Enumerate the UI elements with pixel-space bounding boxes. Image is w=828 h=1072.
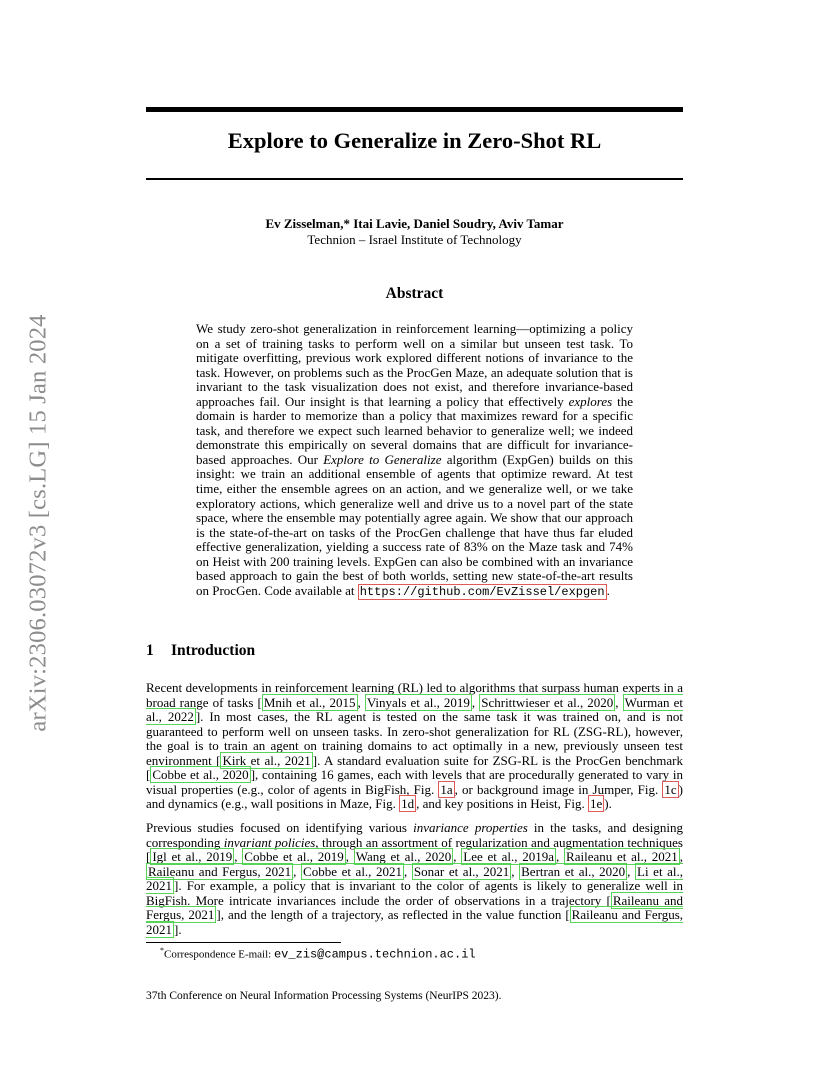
abstract-body: We study zero-shot generalization in reinforcement learning—optimizing a policy on a set of training tasks to perform well on a similar but unseen test task. To mitigate overfitting, previous work explored different notions of invariance to the task. However, on problems such as the ProcGen Maze, an adequate solution that is invariant to the task visualization does not exist, and therefore invariance-based approaches fail. Our insight is that learning a policy that effectively explores the domain is harder to memorize than a policy that maximizes reward for a specific task, and therefore we expect such learned behavior to generalize well; we indeed demonstrate this empirically on several domains that are difficult for invariance-based approaches. Our Explore to Generalize algorithm (ExpGen) builds on this insight: we train an additional ensemble of agents that optimize reward. At test time, either the ensemble agrees on an action, and we generalize well, or we take exploratory actions, which generalize well and drive us to a novel part of the state space, where the ensemble may potentially agree again. We show that our approach is the state-of-the-art on tasks of the ProcGen challenge that have thus far eluded effective generalization, yielding a success rate of 83% on the Maze task and 74% on Heist with 200 training levels. ExpGen can also be combined with an invariance based approach to gain the best of both worlds, setting new state-of-the-art results on ProcGen. Code available at https://github.com/EvZissel/expgen . [196,321,633,599]
section-heading-introduction [146,642,683,660]
citation-link[interactable]: Raileanu and Fergus, 2021 [146,892,683,923]
abstract-heading: Abstract [385,285,444,302]
code-link[interactable]: https://github.com/EvZissel/expgen [359,584,605,599]
citation-link[interactable]: Bertran et al., 2020 [521,863,626,879]
arxiv-stamp [22,288,56,758]
figure-ref-link[interactable]: 1d [401,796,415,812]
citation-link[interactable]: Sonar et al., 2021 [413,863,510,879]
citation-link[interactable]: Li et al., 2021 [146,863,684,894]
citation-link[interactable]: Cobbe et al., 2021 [303,863,403,879]
citation-link[interactable]: Raileanu and Fergus, 2021 [148,863,292,879]
citation-link[interactable]: Cobbe et al., 2020 [152,767,249,783]
citation-link[interactable]: Igl et al., 2019 [152,849,233,865]
venue-note: 37th Conference on Neural Information Processing Systems (NeurIPS 2023). [146,990,502,1002]
footnote-rule [146,942,341,943]
citation-link[interactable]: Mnih et al., 2015 [263,694,356,710]
intro-paragraph-2: Previous studies focused on identifying various invariance properties in the tasks, and designing corresponding invariant policies, through an assortment of regularization and augmentation techniques [ Igl et al., 2019 , Cobbe et al., 2019 , Wang et al., 2020 , Lee et al., 2019a , Raileanu et al., 2021 , Raileanu and Fergus, 2021 , Cobbe et al., 2021 , Sonar et al., 2021 , Bertran et al., 2020 , Li et al., 2021 ]. For example, a policy that is invariant to the color of agents is likely to generalize well in BigFish. More intricate invariances include the order of observations in a trajectory [ Raileanu and Fergus, 2021 ], and the length of a trajectory, as reflected in the value function [ Raileanu and Fergus, 2021 ]. [146,820,684,937]
section-title: Introduction [171,642,256,659]
intro-paragraph-1: Recent developments in reinforcement learning (RL) led to algorithms that surpass human experts in a broad range of tasks [ Mnih et al., 2015 , Vinyals et al., 2019 , Schrittwieser et al., 2020 , Wurman et al., 2022 ]. In most cases, the RL agent is tested on the same task it was trained on, and is not guaranteed to perform well on unseen tasks. In zero-shot generalization for RL (ZSG-RL), however, the goal is to train an agent on training domains to act optimally in a new, previously unseen test environment [ Kirk et al., 2021 ]. A standard evaluation suite for ZSG-RL is the ProcGen benchmark [ Cobbe et al., 2020 ], containing 16 games, each with levels that are procedurally generated to vary in visual properties (e.g., color of agents in BigFish, Fig. 1a , or background image in Jumper, Fig. 1c ) and dynamics (e.g., wall positions in Maze, Fig. 1d , and key positions in Heist, Fig. 1e ). [146,680,683,812]
title-top-rule [146,107,683,112]
citation-link[interactable]: Kirk et al., 2021 [222,752,311,768]
citation-link[interactable]: Raileanu and Fergus, 2021 [146,907,683,937]
citation-link[interactable]: Wurman et al., 2022 [146,694,683,725]
citation-link[interactable]: Raileanu et al., 2021 [566,849,678,865]
section-number: 1 [146,642,154,659]
title-bottom-rule [146,178,683,180]
figure-ref-link[interactable]: 1a [440,781,453,797]
author-list: Ev Zisselman,* Itai Lavie, Daniel Soudry, Aviv Tamar [265,216,564,231]
citation-link[interactable]: Lee et al., 2019a [463,849,555,865]
citation-link[interactable]: Vinyals et al., 2019 [366,694,470,710]
affiliation: Technion – Israel Institute of Technology [307,232,522,247]
footnote-mark: * [160,946,164,955]
figure-ref-link[interactable]: 1e [590,796,603,812]
correspondence-email: ev_zis@campus.technion.ac.il [273,947,476,962]
footnote: *Correspondence E-mail: ev_zis@campus.technion.ac.il [160,946,476,962]
paper-title: Explore to Generalize in Zero-Shot RL [227,128,602,153]
arxiv-stamp-text: arXiv:2306.03072v3 [cs.LG] 15 Jan 2024 [25,314,53,732]
citation-link[interactable]: Wang et al., 2020 [355,849,452,865]
citation-link[interactable]: Schrittwieser et al., 2020 [481,694,614,710]
figure-ref-link[interactable]: 1c [664,781,677,797]
citation-link[interactable]: Cobbe et al., 2019 [244,849,344,865]
